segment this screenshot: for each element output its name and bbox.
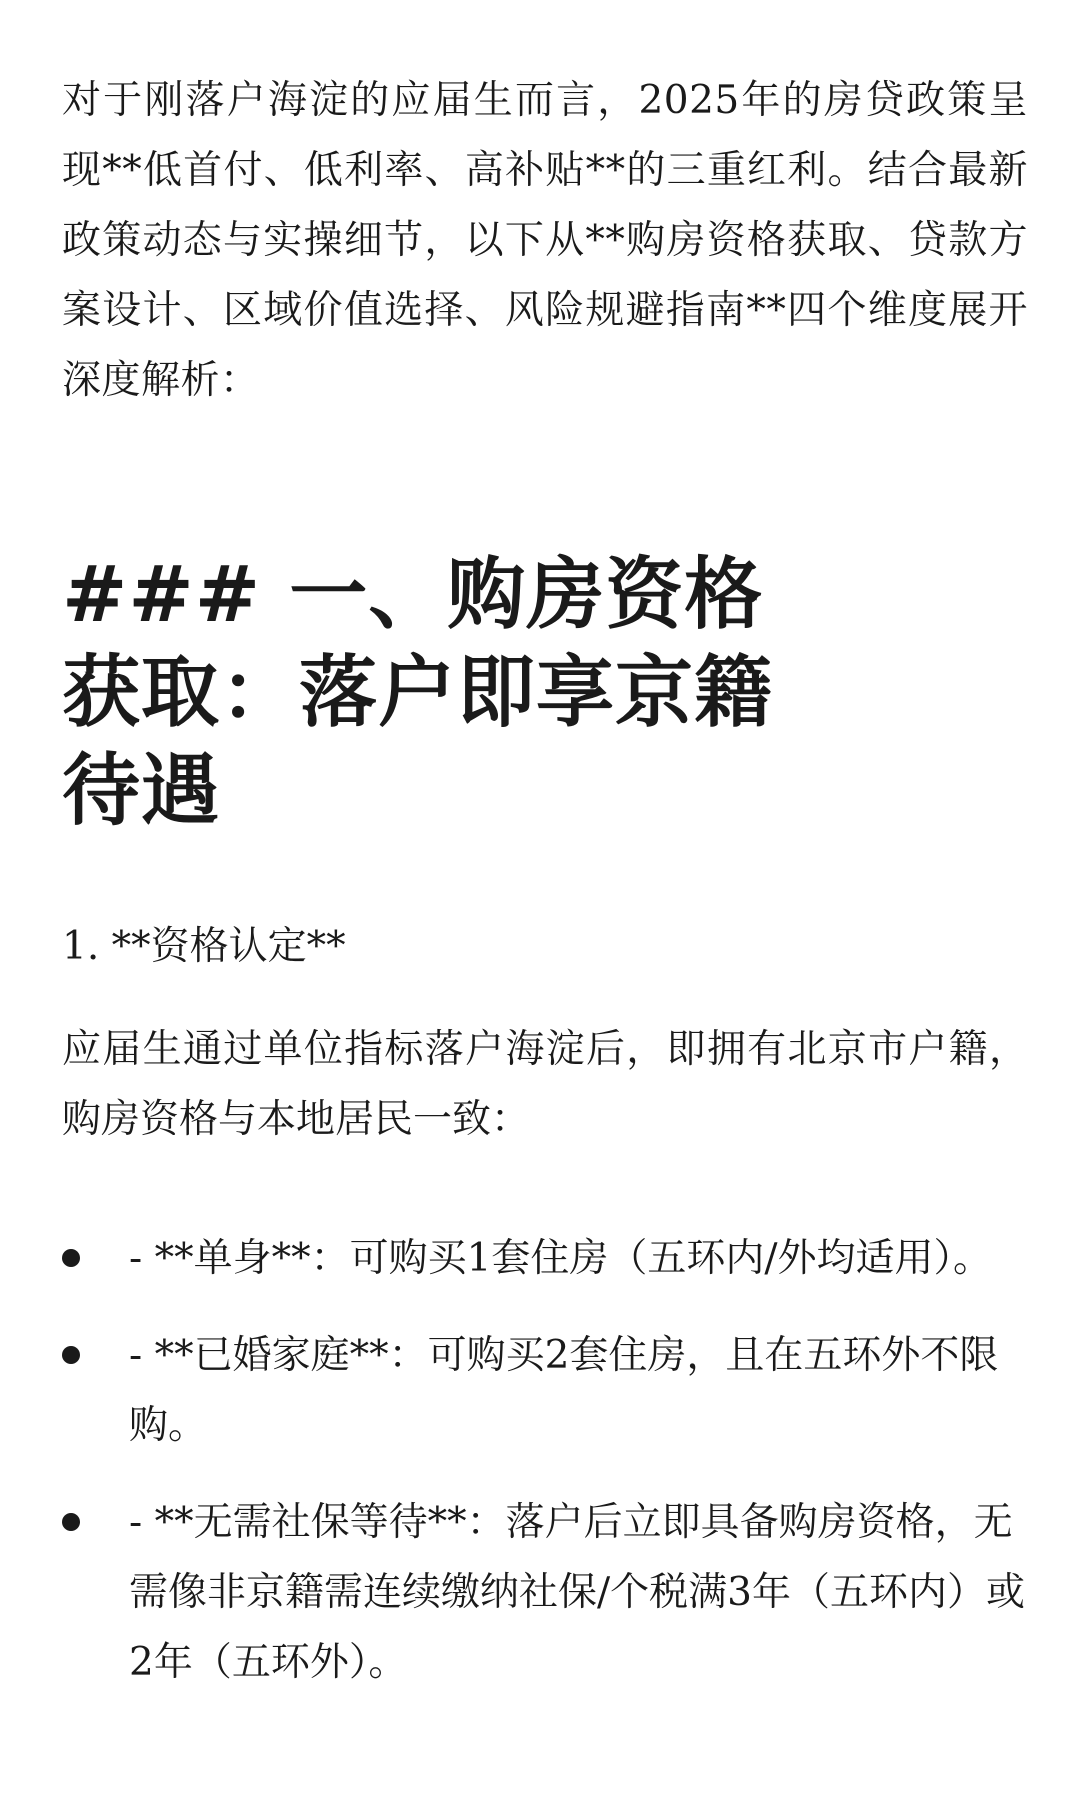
list-item-text: - **单身**：可购买1套住房（五环内/外均适用）。 xyxy=(129,1236,993,1281)
list-item xyxy=(62,1488,1028,1698)
item-title: 1. **资格认定** xyxy=(62,924,346,969)
list-item xyxy=(62,1224,1028,1294)
intro-paragraph: 对于刚落户海淀的应届生而言，2025年的房贷政策呈现**低首付、低利率、高补贴**的三重红利。结合最新政策动态与实操细节，以下从**购房资格获取、贷款方案设计、区域价值选择、风险规避指南**四个维度展开深度解析： xyxy=(62,78,1028,403)
list-item-text: - **已婚家庭**：可购买2套住房，且在五环外不限购。 xyxy=(129,1333,999,1448)
qualification-paragraph: 应届生通过单位指标落户海淀后，即拥有北京市户籍，购房资格与本地居民一致： xyxy=(62,1027,1028,1142)
section-heading: ### 一、购房资格获取：落户即享京籍待遇 xyxy=(62,549,774,836)
qualification-list xyxy=(62,1224,1028,1725)
list-item xyxy=(62,1321,1028,1461)
article xyxy=(62,0,1028,1800)
list-item-text: - **无需社保等待**：落户后立即具备购房资格，无需像非京籍需连续缴纳社保/个税满3年（五环内）或2年（五环外）。 xyxy=(129,1500,1025,1685)
bullet-dot-icon xyxy=(62,1346,80,1364)
bullet-dot-icon xyxy=(62,1513,80,1531)
bullet-dot-icon xyxy=(62,1249,80,1267)
